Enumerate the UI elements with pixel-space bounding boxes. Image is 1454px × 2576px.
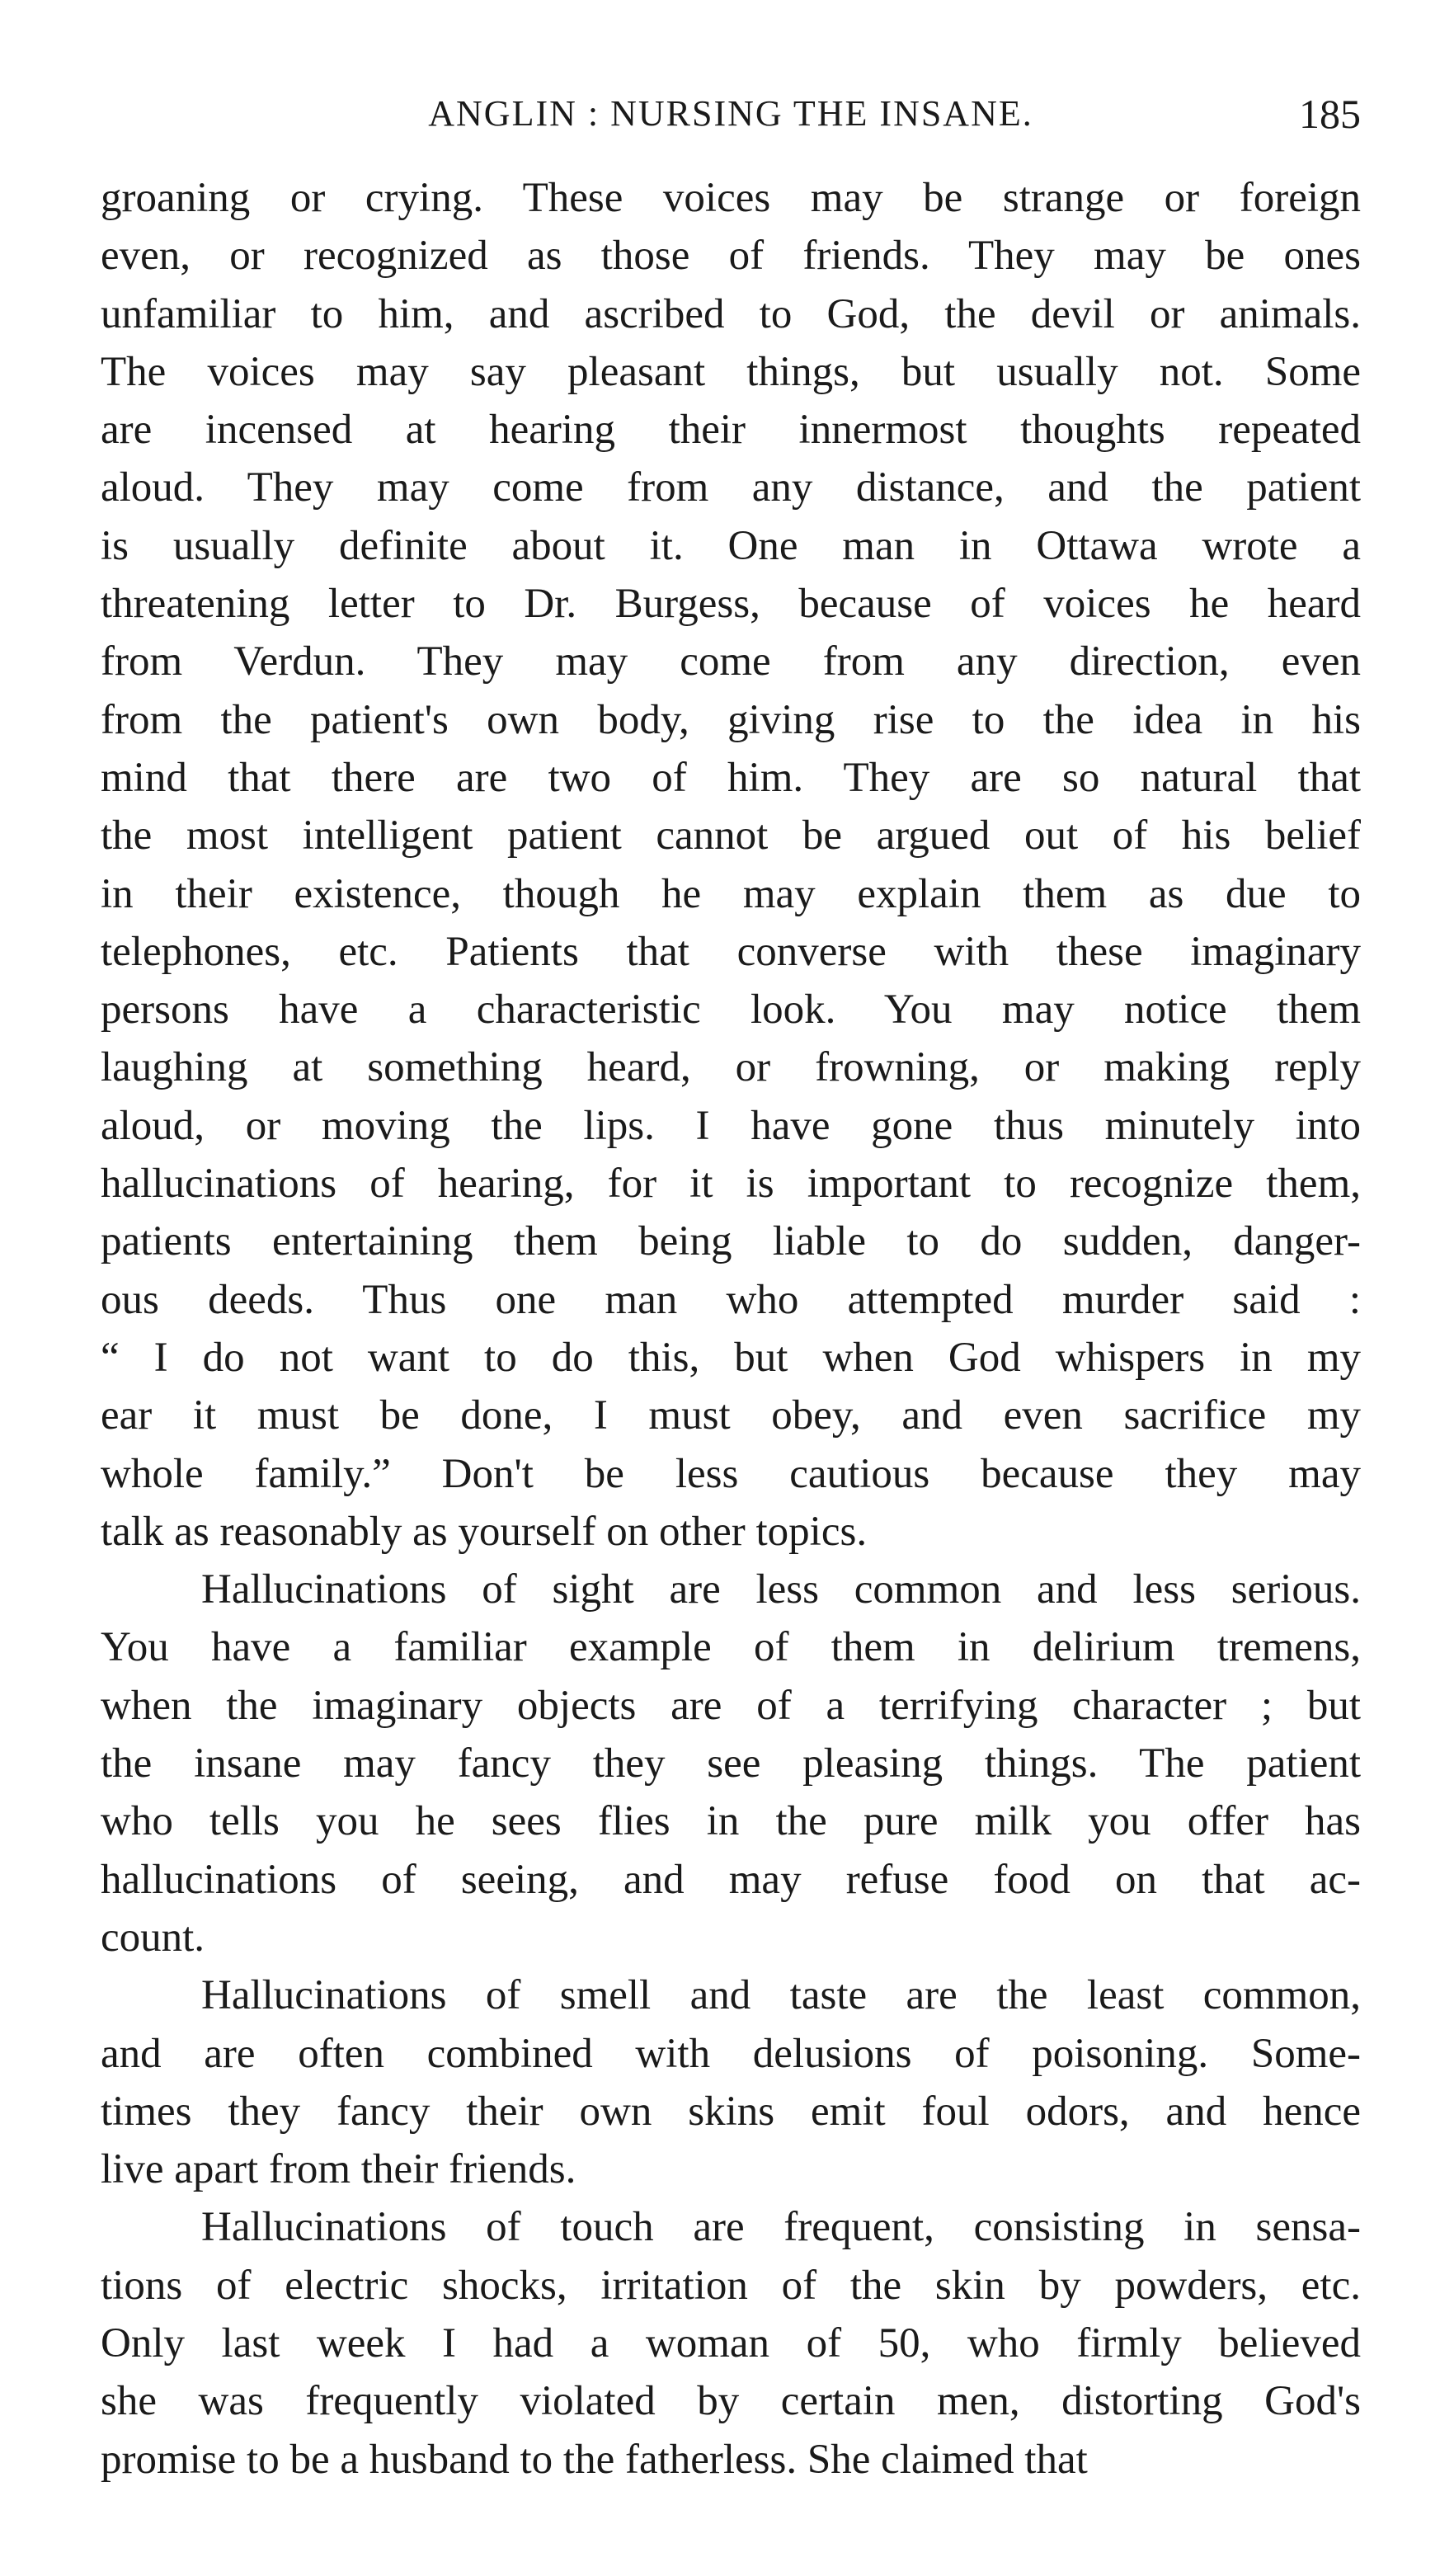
text-line: from the patient's own body, giving rise to the idea in his [101,696,1361,743]
text-line: the most intelligent patient cannot be argued out of his belief [101,812,1361,859]
body-text [101,169,1361,2489]
paragraph [101,2198,1361,2488]
text-line: Only last week I had a woman of 50, who firmly believed [101,2319,1361,2366]
page-header [101,89,1361,139]
text-line: persons have a characteristic look. You may notice them [101,987,1361,1034]
paragraph [101,1966,1361,2198]
text-line: even, or recognized as those of friends. They may be ones [101,233,1361,280]
text-line: in their existence, though he may explain them as due to [101,870,1361,917]
text-line: mind that there are two of him. They are so natural that [101,754,1361,801]
text-line: promise to be a husband to the fatherless. She claimed that [101,2436,1088,2483]
text-line: ous deeds. Thus one man who attempted murder said : [101,1276,1361,1323]
text-line: aloud, or moving the lips. I have gone thus minutely into [101,1102,1361,1149]
text-line: ear it must be done, I must obey, and even sacrifice my [101,1392,1361,1439]
text-line: “ I do not want to do this, but when God whispers in my [101,1334,1361,1381]
text-line: live apart from their friends. [101,2146,576,2193]
text-line: groaning or crying. These voices may be strange or foreign [101,175,1361,221]
text-line: tions of electric shocks, irritation of the skin by powders, etc. [101,2262,1361,2309]
text-line: patients entertaining them being liable to do sudden, danger- [101,1218,1361,1265]
text-line: Hallucinations of touch are frequent, consisting in sensa- [201,2204,1361,2251]
text-line: count. [101,1914,205,1961]
text-line: times they fancy their own skins emit foul odors, and hence [101,2088,1361,2135]
text-line: she was frequently violated by certain men, distorting God's [101,2378,1361,2425]
text-line: Hallucinations of smell and taste are the least common, [201,1972,1361,2019]
text-line: threatening letter to Dr. Burgess, because of voices he heard [101,581,1361,628]
text-line: Hallucinations of sight are less common and less serious. [201,1566,1361,1613]
text-line: and are often combined with delusions of poisoning. Some- [101,2030,1361,2077]
text-line: hallucinations of seeing, and may refuse food on that ac- [101,1856,1361,1903]
text-line: the insane may fancy they see pleasing things. The patient [101,1740,1361,1787]
text-line: from Verdun. They may come from any direction, even [101,638,1361,685]
paragraph [101,169,1361,1561]
text-line: are incensed at hearing their innermost thoughts repeated [101,407,1361,454]
text-line: The voices may say pleasant things, but usually not. Some [101,348,1361,395]
text-line: telephones, etc. Patients that converse with these imaginary [101,928,1361,975]
text-line: unfamiliar to him, and ascribed to God, the devil or animals. [101,290,1361,337]
text-line: who tells you he sees flies in the pure milk you offer has [101,1798,1361,1845]
text-line: You have a familiar example of them in delirium tremens, [101,1624,1361,1671]
running-head: ANGLIN : NURSING THE INSANE. [428,93,1033,134]
text-line: aloud. They may come from any distance, and the patient [101,464,1361,511]
text-line: is usually definite about it. One man in Ottawa wrote a [101,522,1361,569]
text-line: whole family.” Don't be less cautious because they may [101,1450,1361,1497]
text-line: talk as reasonably as yourself on other topics. [101,1508,868,1555]
text-line: hallucinations of hearing, for it is important to recognize them, [101,1161,1361,1208]
text-line: laughing at something heard, or frowning, or making reply [101,1044,1361,1091]
page-number: 185 [1299,91,1361,137]
paragraph [101,1561,1361,1966]
text-line: when the imaginary objects are of a terrifying character ; but [101,1682,1361,1729]
